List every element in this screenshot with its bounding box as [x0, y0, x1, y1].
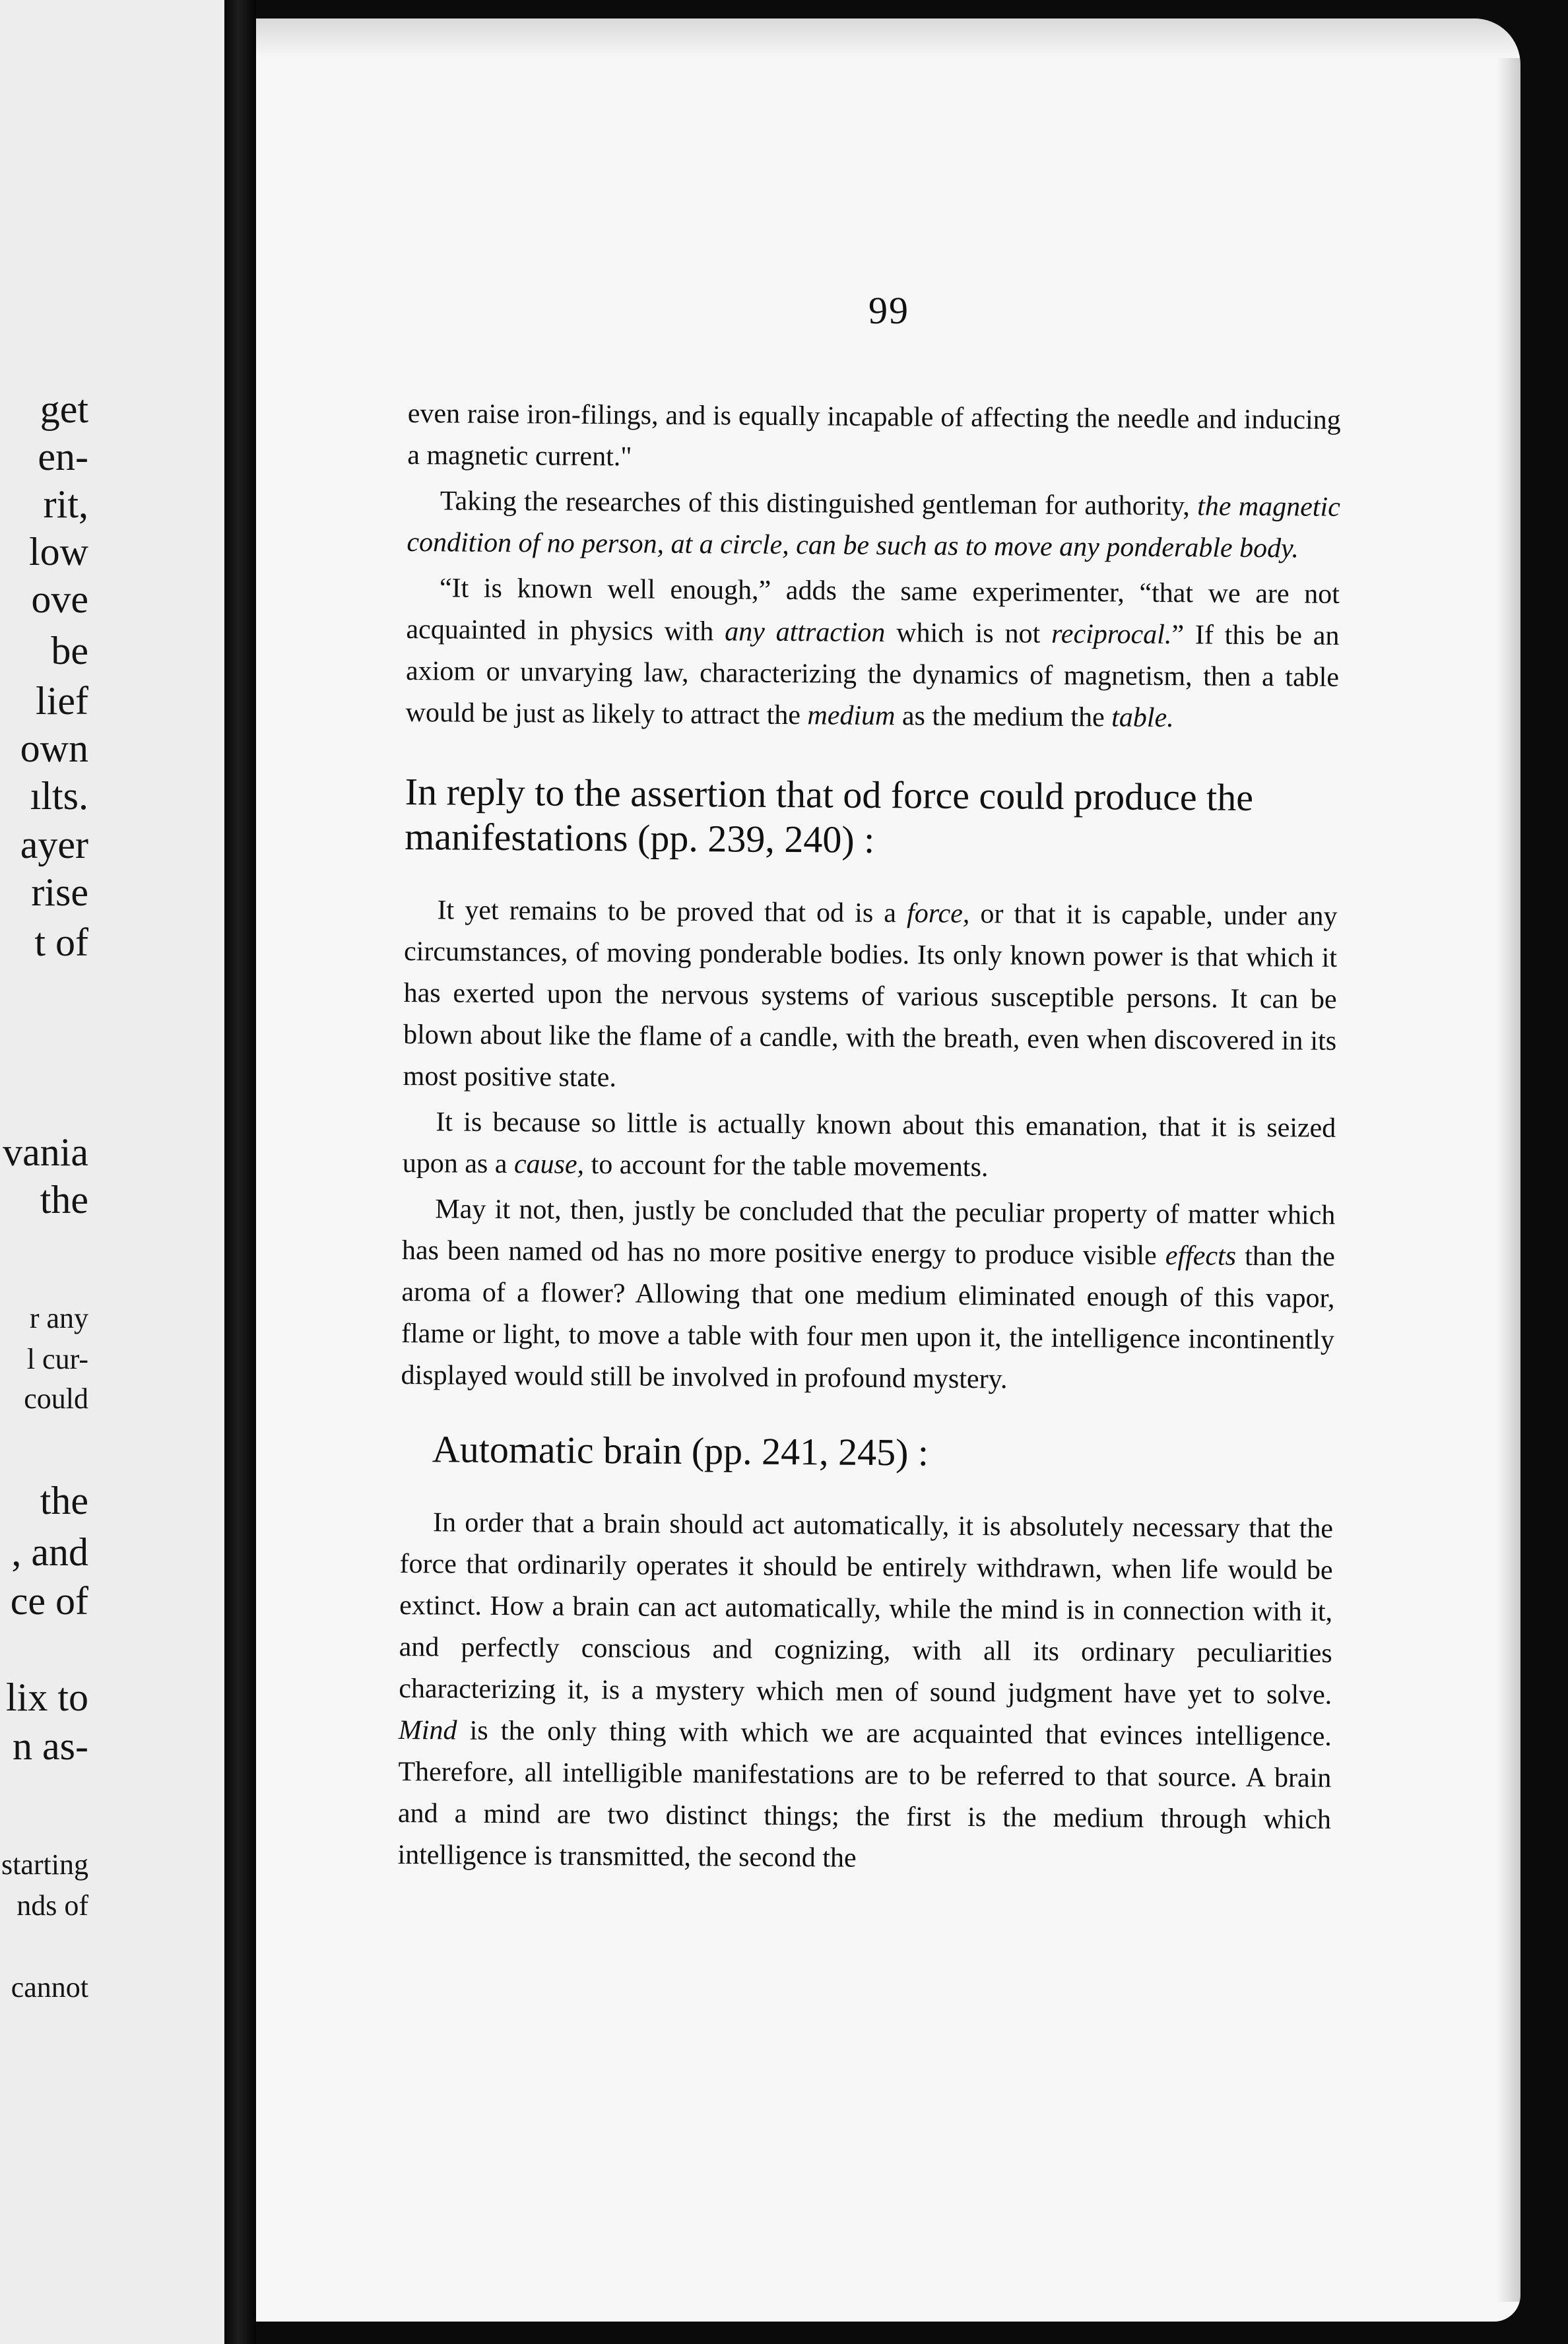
text-run: It yet remains to be proved that od is a: [437, 895, 907, 929]
italic-text: force,: [906, 898, 970, 929]
page-body: [397, 393, 1341, 1883]
left-fragment: t of: [34, 921, 88, 964]
left-fragment: the: [40, 1178, 88, 1221]
page-number: 99: [868, 289, 909, 332]
left-fragment: l cur-: [26, 1343, 88, 1375]
paragraph: [397, 1502, 1333, 1883]
book-page: [256, 18, 1520, 2322]
italic-text: table.: [1111, 702, 1174, 734]
left-fragment: own: [20, 727, 88, 770]
left-fragment: n as-: [13, 1724, 88, 1768]
left-fragment: ove: [31, 577, 88, 621]
italic-text: cause,: [513, 1149, 585, 1180]
left-fragment: en-: [38, 435, 88, 478]
text-run: as the medium the: [895, 701, 1112, 733]
left-fragment: r any: [29, 1302, 88, 1334]
left-fragment: ce of: [10, 1579, 88, 1623]
left-fragment: , and: [11, 1530, 88, 1574]
left-fragment: cannot: [11, 1971, 88, 2003]
paragraph: [401, 1188, 1335, 1403]
italic-text: Mind: [398, 1714, 457, 1746]
text-run: to account for the table movements.: [583, 1149, 989, 1183]
italic-text: effects: [1165, 1241, 1237, 1272]
previous-page-strip: [0, 0, 224, 2344]
italic-text: any attraction: [725, 616, 886, 649]
text-run: which is not: [885, 618, 1052, 649]
text-run: “It is known well enough,” adds the same experimenter, “that we are not acquainted in physics with: [406, 573, 1340, 647]
section-heading: Automatic brain (pp. 241, 245) :: [432, 1427, 929, 1474]
paragraph: [403, 890, 1338, 1104]
left-fragment: starting: [1, 1848, 88, 1881]
left-fragment: low: [29, 530, 88, 573]
page-edge-shadow: [1497, 58, 1520, 2302]
left-fragment: lief: [36, 679, 88, 723]
text-run: It is because so little is actually known about this emanation, that it is seized upon as a: [402, 1107, 1336, 1180]
text-run: Taking the researches of this distinguished gentleman for authority,: [440, 486, 1198, 522]
italic-text: the magnetic condition of no person, at a circle, can be such as to move any ponderable body.: [407, 491, 1341, 564]
left-fragment: could: [24, 1383, 88, 1415]
text-run: In order that a brain should act automatically, it is absolutely necessary that the force that ordinarily operates it should be entirely withdrawn, when life would be extinct. How a brain can act automatically, while the mind is in connection with it, and perfectly conscious and cognizing, with all its ordinary peculiarities characterizing it, is a mystery which men of sound judgment have yet to solve.: [399, 1507, 1334, 1710]
text-run: May it not, then, justly be concluded that the peculiar property of matter which has been named od has no more positive energy to produce visible: [401, 1194, 1336, 1272]
text-run: is the only thing with which we are acquainted that evinces intelligence. Therefore, all intelligible manifestations are to be referred to that source. A brain and a mind are two distinct things; the first is the medium through which intelligence is transmitted, the second the: [397, 1715, 1332, 1873]
text-run: ” If this be an axiom or unvarying law, characterizing the dynamics of magnetism, then a table would be just as likely to attract the: [405, 620, 1340, 731]
italic-text: medium: [807, 700, 896, 732]
left-fragment: lix to: [5, 1676, 88, 1719]
paragraph: [405, 568, 1340, 740]
left-fragment: rise: [31, 870, 88, 914]
left-fragment: nds of: [16, 1889, 88, 1922]
left-fragment: rit,: [43, 482, 88, 526]
text-run: than the aroma of a flower? Allowing that one medium eliminated enough of this vapor, flame or light, to move a table with four men upon it, the intelligence incontinently displayed would still be involved in profound mystery.: [401, 1241, 1336, 1395]
left-fragment: get: [40, 387, 88, 431]
paragraph: [407, 393, 1341, 483]
paragraph: [403, 1101, 1336, 1191]
text-run: even raise iron-filings, and is equally incapable of affecting the needle and inducing a magnetic current.": [407, 398, 1341, 472]
left-fragment: the: [40, 1479, 88, 1522]
text-run: or that it is capable, under any circumstances, of moving ponderable bodies. Its only known power is that which it has exerted upon the nervous systems of various susceptible persons. It can be blown about like the flame of a candle, with the breath, even when discovered in its most positive state.: [403, 898, 1338, 1093]
left-fragment: ılts.: [30, 774, 88, 818]
left-fragment: be: [51, 629, 88, 672]
italic-text: reciprocal.: [1051, 618, 1172, 651]
left-fragment: vania: [3, 1130, 88, 1174]
section-heading: In reply to the assertion that od force could produce the manifestations (pp. 239, 240) :: [405, 769, 1254, 861]
paragraph: [407, 480, 1340, 570]
left-fragment: ayer: [20, 823, 88, 866]
book-gutter: [224, 0, 256, 2344]
